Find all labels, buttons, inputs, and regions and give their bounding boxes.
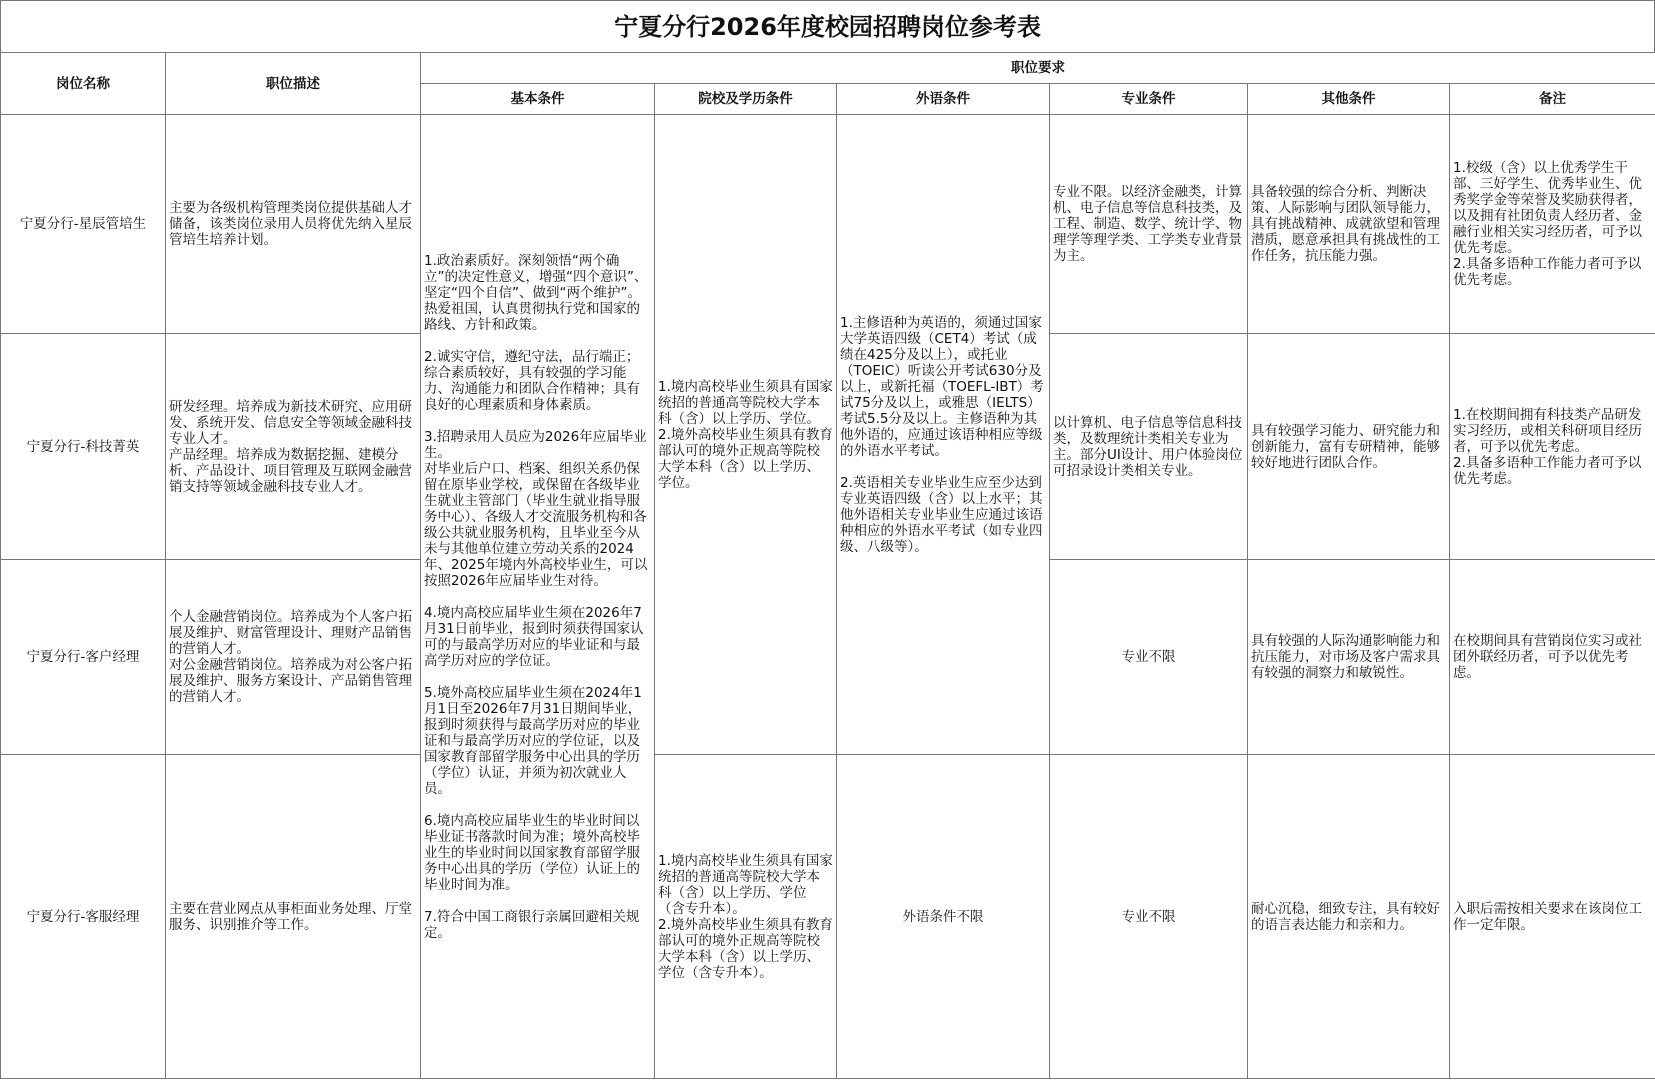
- language-conditions-b: 外语条件不限: [837, 755, 1050, 1079]
- job-description: 个人金融营销岗位。培养成为个人客户拓展及维护、财富管理设计、理财产品销售的营销人才。 对公金融营销岗位。培养成为对公客户拓展及维护、服务方案设计、产品销售管理的营销人才。: [166, 560, 421, 755]
- basic-conditions: 1.政治素质好。深刻领悟“两个确立”的决定性意义，增强“四个意识”、坚定“四个自信”、做到“两个维护”。热爱祖国，认真贯彻执行党和国家的路线、方针和政策。 2.诚实守信，遵纪守法，品行端正；综合素质较好，具有较强的学习能力、沟通能力和团队合作精神；具有良好的心理素质和身体素质。 3.招聘录用人员应为2026年应届毕业生。 对毕业后户口、档案、组织关系仍保留在原毕业学校，或保留在各级毕业生就业主管部门（毕业生就业指导服务中心）、各级人才交流服务机构和各级公共就业服务机构，且毕业至今从未与其他单位建立劳动关系的2024年、2025年境内外高校毕业生，可以按照2026年应届毕业生对待。 4.境内高校应届毕业生须在2026年7月31日前毕业，报到时须获得国家认可的与最高学历对应的毕业证和与最高学历对应的学位证。 5.境外高校应届毕业生须在2024年1月1日至2026年7月31日期间毕业，报到时须获得与最高学历对应的毕业证和与最高学历对应的学位证，以及国家教育部留学服务中心出具的学历（学位）认证，并须为初次就业人员。 6.境内高校应届毕业生的毕业时间以毕业证书落款时间为准；境外高校毕业生的毕业时间以国家教育部留学服务中心出具的学历（学位）认证上的毕业时间为准。 7.符合中国工商银行亲属回避相关规定。: [421, 115, 655, 1079]
- job-description: 主要为各级机构管理类岗位提供基础人才储备，该类岗位录用人员将优先纳入星辰管培生培养计划。: [166, 115, 421, 334]
- header-school-conditions: 院校及学历条件: [655, 84, 837, 115]
- recruitment-table: [0, 52, 1655, 1079]
- remark: 1.在校期间拥有科技类产品研发实习经历，或相关科研项目经历者，可予以优先考虑。 2.具备多语种工作能力者可予以优先考虑。: [1450, 334, 1655, 560]
- table-row: [1, 115, 1655, 334]
- position-name: 宁夏分行-客服经理: [1, 755, 166, 1079]
- table-row: [1, 755, 1655, 1079]
- remark: 1.校级（含）以上优秀学生干部、三好学生、优秀毕业生、优秀奖学金等荣誉及奖励获得者，以及拥有社团负责人经历者、金融行业相关实习经历者，可予以优先考虑。 2.具备多语种工作能力者可予以优先考虑。: [1450, 115, 1655, 334]
- header-requirements: 职位要求: [421, 53, 1655, 84]
- major-conditions: 专业不限。以经济金融类，计算机、电子信息等信息科技类，及工程、制造、数学、统计学、物理学等理学类、工学类专业背景为主。: [1050, 115, 1248, 334]
- language-conditions-a: 1.主修语种为英语的，须通过国家大学英语四级（CET4）考试（成绩在425分及以上），或托业（TOEIC）听读公开考试630分及以上，或新托福（TOEFL-IBT）考试75分及以上，或雅思（IELTS）考试5.5分及以上。主修语种为其他外语的，应通过该语种相应等级的外语水平考试。 2.英语相关专业毕业生应至少达到专业英语四级（含）以上水平；其他外语相关专业毕业生应通过该语种相应的外语水平考试（如专业四级、八级等）。: [837, 115, 1050, 755]
- page-title: 宁夏分行2026年度校园招聘岗位参考表: [0, 0, 1655, 52]
- major-conditions: 以计算机、电子信息等信息科技类，及数理统计类相关专业为主。部分UI设计、用户体验岗位可招录设计类相关专业。: [1050, 334, 1248, 560]
- major-conditions: 专业不限: [1050, 755, 1248, 1079]
- other-conditions: 耐心沉稳，细致专注，具有较好的语言表达能力和亲和力。: [1248, 755, 1450, 1079]
- position-name: 宁夏分行-星辰管培生: [1, 115, 166, 334]
- header-basic-conditions: 基本条件: [421, 84, 655, 115]
- header-language-conditions: 外语条件: [837, 84, 1050, 115]
- job-description: 研发经理。培养成为新技术研究、应用研发、系统开发、信息安全等领域金融科技专业人才。 产品经理。培养成为数据挖掘、建模分析、产品设计、项目管理及互联网金融营销支持等领域金融科技专业人才。: [166, 334, 421, 560]
- remark: 入职后需按相关要求在该岗位工作一定年限。: [1450, 755, 1655, 1079]
- header-position-name: 岗位名称: [1, 53, 166, 115]
- header-job-description: 职位描述: [166, 53, 421, 115]
- other-conditions: 具有较强学习能力、研究能力和创新能力，富有专研精神，能够较好地进行团队合作。: [1248, 334, 1450, 560]
- job-description: 主要在营业网点从事柜面业务处理、厅堂服务、识别推介等工作。: [166, 755, 421, 1079]
- other-conditions: 具备较强的综合分析、判断决策、人际影响与团队领导能力，具有挑战精神、成就欲望和管理潜质，愿意承担具有挑战性的工作任务，抗压能力强。: [1248, 115, 1450, 334]
- header-other-conditions: 其他条件: [1248, 84, 1450, 115]
- header-remark: 备注: [1450, 84, 1655, 115]
- position-name: 宁夏分行-科技菁英: [1, 334, 166, 560]
- school-conditions-a: 1.境内高校毕业生须具有国家统招的普通高等院校大学本科（含）以上学历、学位。 2.境外高校毕业生须具有教育部认可的境外正规高等院校大学本科（含）以上学历、学位。: [655, 115, 837, 755]
- header-major-conditions: 专业条件: [1050, 84, 1248, 115]
- other-conditions: 具有较强的人际沟通影响能力和抗压能力，对市场及客户需求具有较强的洞察力和敏锐性。: [1248, 560, 1450, 755]
- major-conditions: 专业不限: [1050, 560, 1248, 755]
- school-conditions-b: 1.境内高校毕业生须具有国家统招的普通高等院校大学本科（含）以上学历、学位（含专升本）。 2.境外高校毕业生须具有教育部认可的境外正规高等院校大学本科（含）以上学历、学位（含专升本）。: [655, 755, 837, 1079]
- position-name: 宁夏分行-客户经理: [1, 560, 166, 755]
- remark: 在校期间具有营销岗位实习或社团外联经历者，可予以优先考虑。: [1450, 560, 1655, 755]
